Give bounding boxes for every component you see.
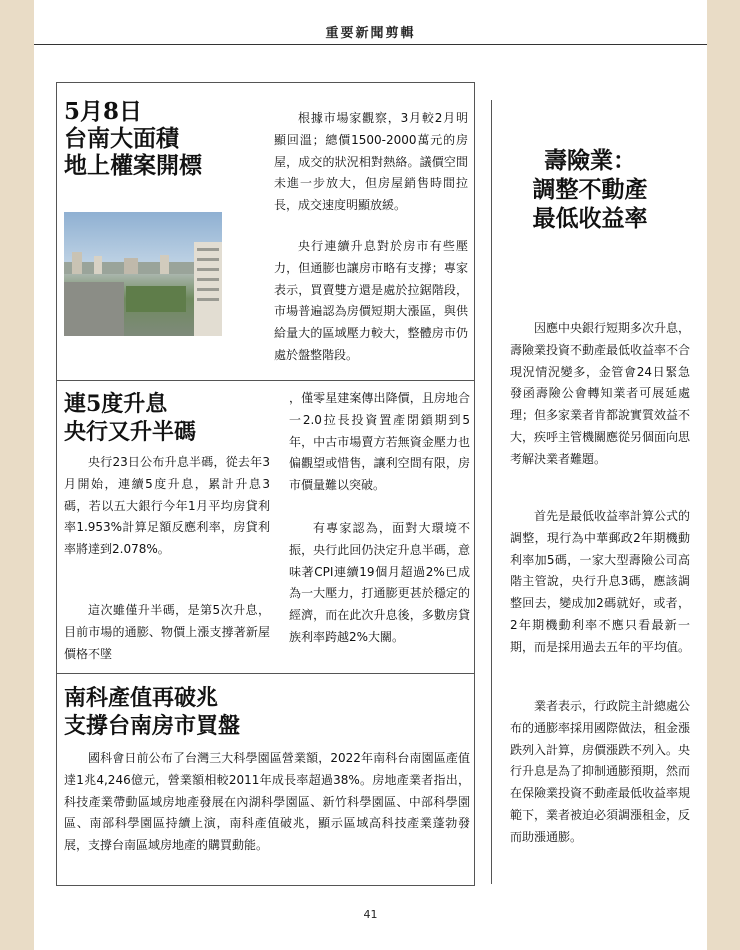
story1-paragraph-1: 根據市場家觀察，3月較2月明顯回溫；總價1500-2000萬元的房屋，成交的狀況相對熱絡。議價空間未進一步放大，但房屋銷售時間拉長，成交速度明顯放緩。 (274, 111, 468, 213)
page-header-title: 重要新聞剪輯 (325, 26, 416, 41)
right-paragraph-1: 因應中央銀行短期多次升息，壽險業投資不動產最低收益率不合現況情況變多，金管會24日緊急發函壽險公會轉知業者可展延處理；但多家業者肯都說實質效益不大，疾呼主管機關應從另個面向思考解決業者難題。 (510, 321, 691, 466)
story2-paragraph-2: 這次雖僅升半碼，是第5次升息，目前市場的通膨、物價上漲支撐著新屋價格不墜 (64, 603, 270, 661)
divider-story1 (56, 380, 474, 381)
story2-headline: 連5度升息 央行又升半碼 (64, 391, 197, 445)
story3-paragraph-1: 國科會日前公布了台灣三大科學園區營業額，2022年南科台南園區產值達1兆4,246億元，營業額相較2011年成長率超過38%。房地產業者指出，科技產業帶動區域房地產發展在內湖科學園區、新竹科學園區、中部科學園區、南部科學園區持續上演，南科產值破兆，顯示區域高科技產業蓬勃發展，支撐台南區域房地產的購買動能。 (64, 751, 470, 853)
column-rule (491, 100, 492, 884)
page-number: 41 (363, 908, 378, 921)
story1-headline: 5月8日 台南大面積 地上權案開標 (64, 98, 202, 179)
story1-paragraph-2: 央行連續升息對於房市有些壓力，但通膨也讓房市略有支撐；專家表示，買賣雙方還是處於拉鋸階段，市場普遍認為房價短期大漲區，與供給量大的區域壓力較大，整體房市仍處於盤整階段。 (274, 239, 468, 362)
right-paragraph-2: 首先是最低收益率計算公式的調整，現行為中華郵政2年期機動利率加5碼，一家大型壽險公司高階主管說，央行升息3碼，應該調整回去，變成加2碼就好，或者，2年期機動利率不應只看最新一期，而是採用過去五年的平均值。 (510, 509, 691, 654)
story2-paragraph-1: 央行23日公布升息半碼，從去年3月開始，連續5度升息，累計升息3碼，若以五大銀行今年1月平均房貸利率1.953%計算足額反應利率，房貸利率將達到2.078%。 (64, 455, 270, 557)
right-headline: 壽險業： 調整不動產 最低收益率 (532, 147, 648, 232)
story3-headline: 南科產值再破兆 支撐台南房市買盤 (64, 685, 241, 739)
city-skyline-photo (64, 212, 222, 336)
story2-paragraph-3: ，僅零星建案傳出降價，且房地合一2.0拉長投資置產閉鎖期到5年，中古市場賣方若無資金壓力也偏觀望或惜售，讓利空間有限，房市價量難以突破。 (289, 391, 470, 493)
newspaper-page (34, 0, 707, 950)
right-paragraph-3: 業者表示，行政院主計總處公布的通膨率採用國際做法，租金漲跌列入計算，房價漲跌不列入。央行升息是為了抑制通膨預期，然而在保險業投資不動產最低收益率規範下，業者被迫必須調漲租金，反而助漲通膨。 (510, 699, 691, 844)
divider-story2 (56, 673, 474, 674)
story2-paragraph-4: 有專家認為，面對大環境不振，央行此回仍決定升息半碼，意味著CPI連續19個月超過2%已成為一大壓力，打通膨更甚於穩定的經濟，而在此次升息後，多數房貸族利率跨越2%大關。 (289, 521, 470, 644)
header-rule (34, 44, 707, 45)
